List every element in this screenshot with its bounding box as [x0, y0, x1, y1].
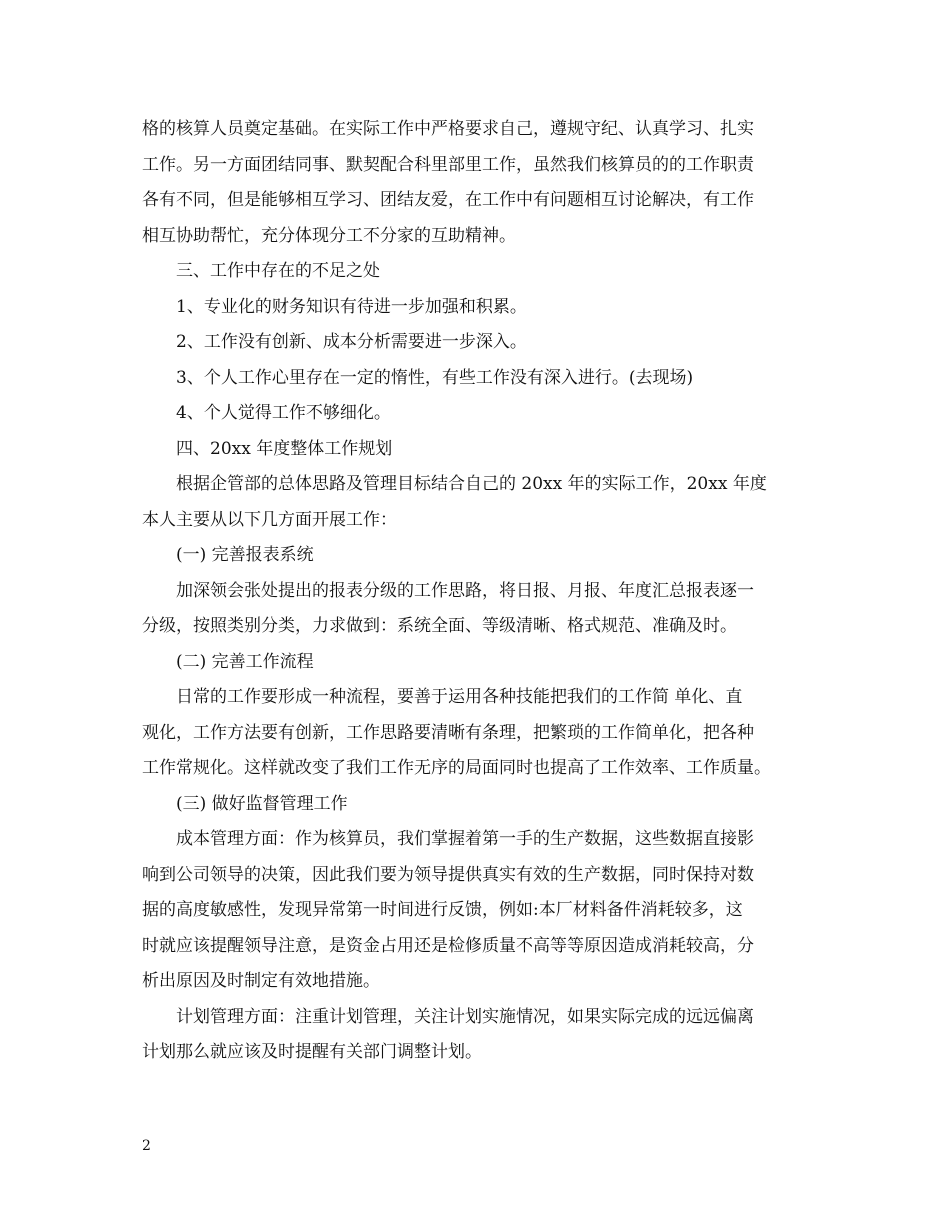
text-line: 工作。另一方面团结同事、默契配合科里部里工作，虽然我们核算员的的工作职责: [142, 154, 754, 175]
paragraph-line: 工作常规化。这样就改变了我们工作无序的局面同时也提高了工作效率、工作质量。: [142, 758, 771, 778]
list-item: 1、专业化的财务知识有待进一步加强和积累。: [176, 296, 527, 317]
paragraph-line: 时就应该提醒领导注意，是资金占用还是检修质量不高等等原因造成消耗较高，分: [142, 935, 754, 956]
section-heading: 三、工作中存在的不足之处: [176, 261, 380, 281]
list-item: 4、个人觉得工作不够细化。: [176, 403, 391, 423]
list-item: 3、个人工作心里存在一定的惰性，有些工作没有深入进行。(去现场): [176, 367, 694, 388]
paragraph-line: 成本管理方面：作为核算员，我们掌握着第一手的生产数据，这些数据直接影: [176, 829, 754, 849]
paragraph-line: 据的高度敏感性，发现异常第一时间进行反馈，例如:本厂材料备件消耗较多，这: [142, 900, 743, 920]
paragraph-line: 加深领会张处提出的报表分级的工作思路，将日报、月报、年度汇总报表逐一: [176, 580, 754, 601]
text-line: 格的核算人员奠定基础。在实际工作中严格要求自己，遵规守纪、认真学习、扎实: [142, 119, 754, 139]
section-heading: 四、20xx 年度整体工作规划: [176, 438, 393, 459]
paragraph-line: 根据企管部的总体思路及管理目标结合自己的 20xx 年的实际工作，20xx 年度: [176, 474, 767, 494]
paragraph-line: 计划管理方面：注重计划管理，关注计划实施情况，如果实际完成的远远偏离: [176, 1006, 754, 1027]
paragraph-line: 响到公司领导的决策，因此我们要为领导提供真实有效的生产数据，同时保持对数: [142, 864, 754, 885]
page-number: 2: [142, 1138, 151, 1154]
text-line: 相互协助帮忙，充分体现分工不分家的互助精神。: [142, 225, 516, 246]
document-body: [142, 112, 822, 1071]
paragraph-line: 日常的工作要形成一种流程，要善于运用各种技能把我们的工作简 单化、直: [176, 687, 743, 707]
subsection-heading: (三) 做好监督管理工作: [176, 793, 348, 814]
paragraph-line: 计划那么就应该及时提醒有关部门调整计划。: [142, 1042, 482, 1062]
text-line: 各有不同，但是能够相互学习、团结友爱，在工作中有问题相互讨论解决，有工作: [142, 190, 754, 210]
paragraph-line: 分级，按照类别分类，力求做到：系统全面、等级清晰、格式规范、准确及时。: [142, 616, 737, 636]
paragraph-line: 观化，工作方法要有创新，工作思路要清晰有条理，把繁琐的工作简单化，把各种: [142, 722, 754, 743]
subsection-heading: (一) 完善报表系统: [176, 545, 314, 565]
list-item: 2、工作没有创新、成本分析需要进一步深入。: [176, 332, 527, 352]
subsection-heading: (二) 完善工作流程: [176, 651, 314, 672]
paragraph-line: 本人主要从以下几方面开展工作：: [142, 509, 397, 530]
paragraph-line: 析出原因及时制定有效地措施。: [142, 971, 380, 991]
